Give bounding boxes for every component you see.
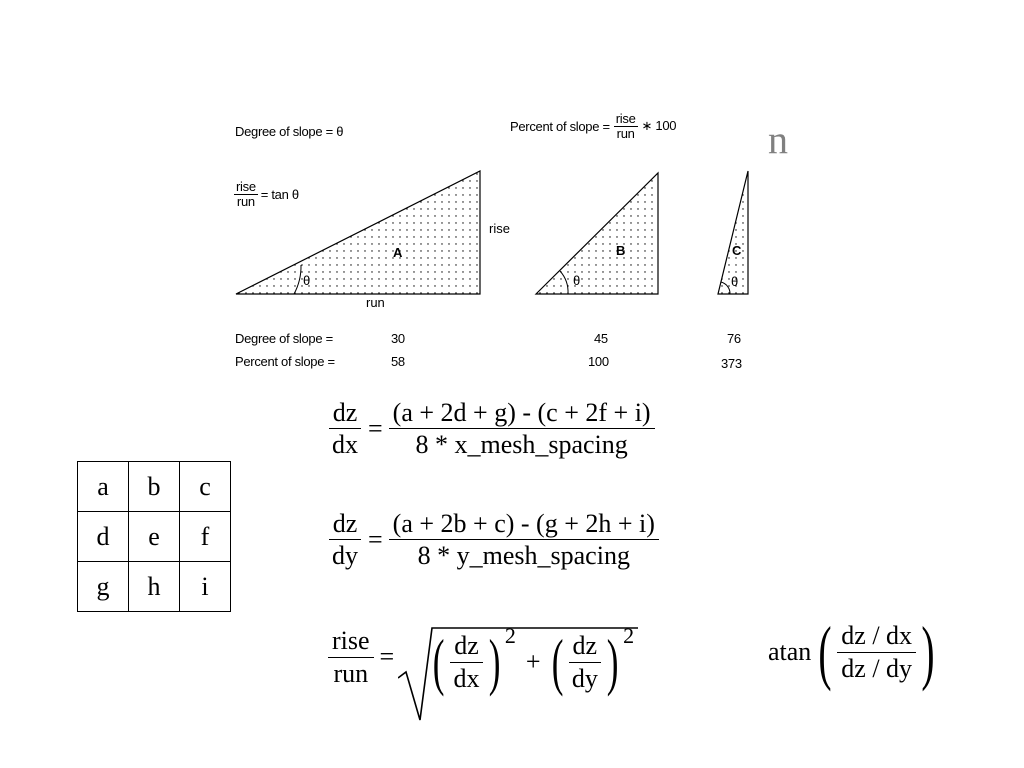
degree-of-slope-label: Degree of slope = θ <box>235 124 344 139</box>
grid-cell-e: e <box>129 512 180 562</box>
equation-dzdy <box>328 508 659 571</box>
term1-den: dx <box>453 663 480 693</box>
square-root <box>398 620 635 697</box>
tan-fraction-den: run <box>236 193 255 209</box>
tan-rhs: = tan θ <box>260 186 299 202</box>
dzdy-rhs <box>389 508 659 571</box>
riserun-lhs-den: run <box>333 658 369 688</box>
percent-fraction <box>614 112 638 140</box>
equals-sign: = <box>379 642 395 671</box>
grid-row <box>78 562 231 612</box>
equals-sign: = <box>368 413 383 443</box>
riserun-lhs <box>328 625 374 688</box>
dzdx-rhs <box>389 397 655 460</box>
grid-row <box>78 512 231 562</box>
triangle-a-theta: θ <box>303 273 311 288</box>
atan-den: dz / dy <box>841 653 913 683</box>
plus-sign: + <box>525 647 541 676</box>
dzdx-lhs-num: dz <box>329 397 362 429</box>
slope-triangles-diagram <box>230 165 770 315</box>
right-paren-icon: ) <box>488 626 501 697</box>
triangle-c-theta: θ <box>731 274 739 289</box>
term1-exponent: 2 <box>504 623 516 648</box>
percent-row-label: Percent of slope = <box>235 354 335 369</box>
riserun-lhs-num: rise <box>328 625 374 657</box>
equation-dzdx <box>328 397 655 460</box>
grid-cell-h: h <box>129 562 180 612</box>
dzdx-lhs-den: dx <box>332 430 358 460</box>
rise-label: rise <box>489 221 510 236</box>
tan-fraction-num: rise <box>236 179 256 194</box>
triangle-b-letter: B <box>616 243 626 258</box>
grid-cell-f: f <box>180 512 231 562</box>
dzdx-rhs-num: (a + 2d + g) - (c + 2f + i) <box>389 397 655 429</box>
atan-expression <box>768 612 940 692</box>
degree-a-value: 30 <box>391 331 405 346</box>
left-paren-icon: ( <box>818 612 832 692</box>
term2-exponent: 2 <box>623 623 635 648</box>
left-paren-icon: ( <box>551 626 564 697</box>
atan-fn: atan <box>768 637 812 666</box>
dzdx-lhs <box>328 397 362 460</box>
grid-cell-b: b <box>129 462 180 512</box>
term2-num: dz <box>569 630 602 662</box>
percent-of-slope-formula <box>510 112 676 140</box>
percent-a-value: 58 <box>391 354 405 369</box>
title-fragment: n <box>768 117 788 162</box>
grid-cell-d: d <box>78 512 129 562</box>
percent-of-slope-label: Percent of slope = <box>510 118 610 134</box>
left-paren-icon: ( <box>433 626 445 697</box>
percent-fraction-num: rise <box>615 111 636 126</box>
percent-b-value: 100 <box>588 354 609 369</box>
grid-cell-a: a <box>78 462 129 512</box>
degree-b-value: 45 <box>594 331 608 346</box>
dzdy-rhs-num: (a + 2b + c) - (g + 2h + i) <box>389 508 659 540</box>
triangle-c <box>718 171 748 294</box>
triangle-b <box>536 173 658 294</box>
equation-rise-run <box>328 620 635 697</box>
triangle-a-letter: A <box>393 245 403 260</box>
percent-multiplier: ∗ 100 <box>641 118 677 134</box>
run-label: run <box>366 295 385 310</box>
triangle-b-theta: θ <box>573 273 581 288</box>
dzdy-lhs-den: dy <box>332 541 358 571</box>
term2-den: dy <box>571 663 598 693</box>
dzdy-lhs-num: dz <box>329 508 362 540</box>
degree-row-label: Degree of slope = <box>235 331 333 346</box>
triangle-c-letter: C <box>732 243 742 258</box>
grid-cell-i: i <box>180 562 231 612</box>
dzdy-rhs-den: 8 * y_mesh_spacing <box>417 541 630 571</box>
grid-cell-c: c <box>180 462 231 512</box>
percent-fraction-den: run <box>616 125 635 141</box>
term1-num: dz <box>450 630 483 662</box>
percent-c-value: 373 <box>721 356 742 371</box>
dzdy-lhs <box>328 508 362 571</box>
right-paren-icon: ) <box>606 626 619 697</box>
degree-c-value: 76 <box>727 331 741 346</box>
right-paren-icon: ) <box>921 612 935 692</box>
grid-row <box>78 462 231 512</box>
triangle-a <box>236 171 510 310</box>
equals-sign: = <box>368 524 383 554</box>
atan-fraction <box>837 620 916 683</box>
atan-num: dz / dx <box>837 620 916 652</box>
grid-cell-g: g <box>78 562 129 612</box>
neighborhood-grid <box>77 461 231 612</box>
dzdx-rhs-den: 8 * x_mesh_spacing <box>415 430 628 460</box>
